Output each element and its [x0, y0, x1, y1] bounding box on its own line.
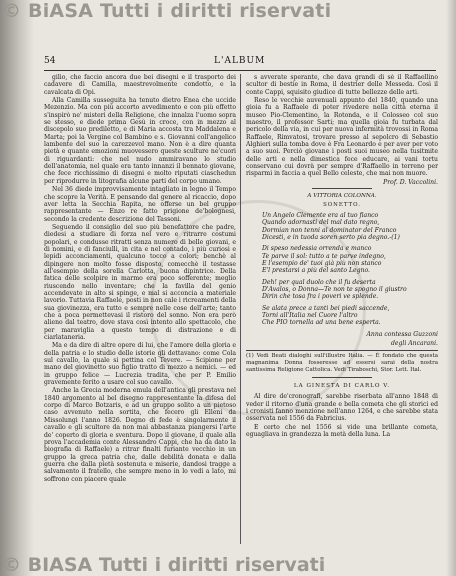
sonnet	[246, 212, 438, 327]
poem-line: Dicesti, e in tuoda soren serto pia degno.-(1)	[262, 233, 400, 241]
article-signature: Prof. D. Vaccolini.	[383, 178, 438, 186]
poem-dedication: A VITTORIA COLONNA.	[307, 193, 377, 200]
right-intro: s avverate sperante, che dava grandi di sè il Raffaellino scultor di bestie in Roma, il destrier delle Messeda. Così il conte Cappi, squisito giudice di tutte bellezze delle arti.	[246, 74, 438, 96]
binding-shadow	[0, 0, 34, 576]
footnote: (1) Vedi Beati dialoghi sull'illustre Italia. — È fondato che questa magnanima Donna fosseresse ad essersi sarai della nostra santissima Religione Cattolica. Vedi Tiraboschi, Stor. Lett. Ital.	[246, 350, 438, 374]
poem-line: Deh! per qual duolo che il fu deserta	[262, 278, 376, 286]
poem-stanza	[262, 212, 438, 241]
poem-author-family: degli Ancarani.	[391, 340, 438, 347]
poem-line: D'Avalos, o Donna—Te non te spogno il giustro	[262, 285, 407, 293]
poem-form: SONETTO.	[323, 201, 361, 208]
section-paragraph: Al dire de'cronografi, sarebbe riserbata all'anno 1848 di veder il ritorno d'una grande e bella cometa che gli storici ed i cronisti fanno menzione nell'anno 1264, e che sarebbe stata osservata nel 1556 da Fabricius.	[246, 393, 438, 423]
poem-line: Che PIO tornella ad una bene esperta.	[262, 319, 381, 327]
poem-line: Di speso nedessia orrenda e manco	[262, 245, 372, 253]
left-paragraph: Ma e da dire di altre opere di lui, che l'amore della gloria e della patria e lo studio delle istorie gli dettavano: come Cola sul cavallo, la quale si pettina col Tevere. — Scipione per mano del giovinetto suo figlio tratto di mezzo a nemici. — ed in gruppo felice — Lucrezia tradita, che per P. Emilio gravemente ferito a usare col suo cavallo.	[44, 342, 236, 387]
left-paragraph: Alla Camilla susseguita ha tenuto dietro Enea che uccide Mezenzio. Ma con più accorto avvedimento e con più effetto s'inspirò ne' misteri della Religione, che innalza l'uomo sopra se stesso, e diede prima Gesù in croce, con in mezzo al discepolo suo prediletto, e di Maria accosta tra Maddalena e Marta; poi la Vergine col Bambino e s. Giovanni coll'angelico lambente del suo la carezzevol mano. Non è a dire quanta pietà e quante emozioni muovessero queste sculture ne'cuori di riguardanti: che nel nudo ammiravano lo studio dell'anatomia, nel quale era tanto innanzi il bennato giovane, che fece ricchissimo di disegni e molto riputati ciaschedun per riprodurre in litografia alcune parti del corpo umano.	[44, 97, 236, 185]
copyright-watermark-bottom: © BIASA Tutti i diritti riservati	[2, 554, 326, 576]
right-paragraph: Reso le vecchie auvenuali appunto del 1840, quando una gioia fu a Raffaele di poter rivedere nella città eterna il museo Pio-Clementino, la Rotonda, e il Colosseo col suo maestro, il professor Sarti; ma quella gioia fu turbata dal pericolo della via, in cui per nuova infermità trovossi in Roma Raffaele, Rimvatosi, trovare presso al sepolcro di Sebastio Alghieri sulla tomba dove è Fra Leonardo e per aver per voto a suo suoi. Perciò giovane i posti suoi museo nella tusitmite delle arti e nella dimestica fece educare, ai vani tortu conservano cui dovrà per sempre d'Raffaello in terreno per risparmi in faccia a quel Bello celeste, che mai non muore.	[246, 97, 438, 178]
poem-line: E'l prestarsi a più del santo Legno.	[262, 267, 370, 275]
poem-line: Dirin che tosa fra i poveri ve splende.	[262, 293, 379, 301]
copyright-watermark-top: © BiASA Tutti i diritti riservati	[2, 0, 332, 22]
poem-stanza	[262, 245, 438, 274]
poem-line: Un Angelo Clemente era al tuo fianco	[262, 211, 379, 219]
page-number: 54	[44, 56, 56, 66]
poem-line: Torni all'Italia nel Cuore l'altro	[262, 311, 358, 319]
poem-line: E l'esempio de' tuoi già più non stanco	[262, 259, 382, 267]
poem-line: Se alata prece a tanti bei piedi saccende,	[262, 304, 390, 312]
poem-line: Dormian non tenni al dominator del Franco	[262, 226, 397, 234]
left-paragraph: Anche la Grecia moderna emula dell'antica gli prestava nel 1840 argomento al bel disegno rappresentante la difesa del corpo di Marco Botzaris, e ad un gruppo solito a un pietoso caso avvenuto nella sortita, che fecero gli Elleni da Missolungi l'anno 1826. Degno di fede è singolarmente il cavallo e gli scultore da non mai abbastanza piangersi l'arte de' coperto di gloria e sventura. Dopo il giovane, il quale alla prova l'accademia conte Alessandro Cappi, che ha da dato la biografia di Raffaele) a ritrar finalti furiante vecchio in un gruppo la greca patria che, dalle debilità donata e dalla guerra che dalla pietà sostenuta e miserie, dandosi tragge a salvamento il fratello, che sempre meno in lo vedi a lato, mi soffrono con piacere quale	[44, 387, 236, 483]
left-paragraph: Seguendo il consiglio del suo più benefattore che padre, diedesi a studiare di forza nel vero e ritrarre costumi popolari, e condusse ritratti senza numero di belle giovani, e di nomini, e di fanciulli, in cita e nel contado, i più curiosi e lepidi acconciamenti, qualcuno tocco a colori; benchè al dipingere non molto fosse disposto, comecchè il testasse all'esempio della sorella Carlotta, buona dipintrice. Della fatica delle scolpire in marmo era poco sofferente; meglio riuscendo nello inventare; che la favilla del genio accendevate in alto si spinge, e mal si acconcia a materiale lavorio. Tuttavia Raffaele, posti in non cale i ricreamenti della sua giovinezza, era tutto e sempre nelle cose dell'arte; tanto che a poca permettevasi il ristoro del sonno. Non era però alieno dal teatro, dove stava così intento allo spettacolo, che per maraviglia a questo tempo di distrazione e di ciarlataneria.	[44, 223, 236, 342]
poem-stanza	[262, 279, 438, 301]
running-title: L'ALBUM	[214, 56, 266, 66]
rule	[312, 377, 372, 378]
poem-author: Anna contessa Guzzoni	[366, 330, 438, 338]
poem-line: Quando adornasti del mal dato regno,	[262, 219, 380, 227]
left-column	[44, 74, 236, 546]
section-title: LA GINESTA DI CARLO V.	[293, 383, 391, 390]
section-paragraph: E certo che nel 1556 si vide una brillante cometa, eguagliava in grandezza la metà della luna. La	[246, 423, 438, 439]
poem-line: Te parve il sol: tutto a te parve indegno,	[262, 252, 386, 260]
rule	[312, 188, 372, 189]
page-edge	[446, 0, 456, 576]
page-header	[44, 56, 436, 71]
left-paragraph: Nel 36 diede improvvisamente intagliato in legno il Tempo che scopre la Verità. E pensando dal genere al ricaccio, dopo aver letta la Secchia Rapita, ne offerse un bel gruppo rappresentante — Enzo re fatto prigione de'bolognesi, secondo la credente descrizione del Tassoni.	[44, 186, 236, 223]
poem-stanza	[262, 305, 438, 327]
column-divider	[240, 74, 241, 544]
left-paragraph: gilio, che faccio ancora due bei disegni e il trasporto dei cadavere di Camilla, maestrevolmente condotto, e la cavalcata di Opi.	[44, 74, 236, 96]
right-column	[246, 74, 438, 546]
